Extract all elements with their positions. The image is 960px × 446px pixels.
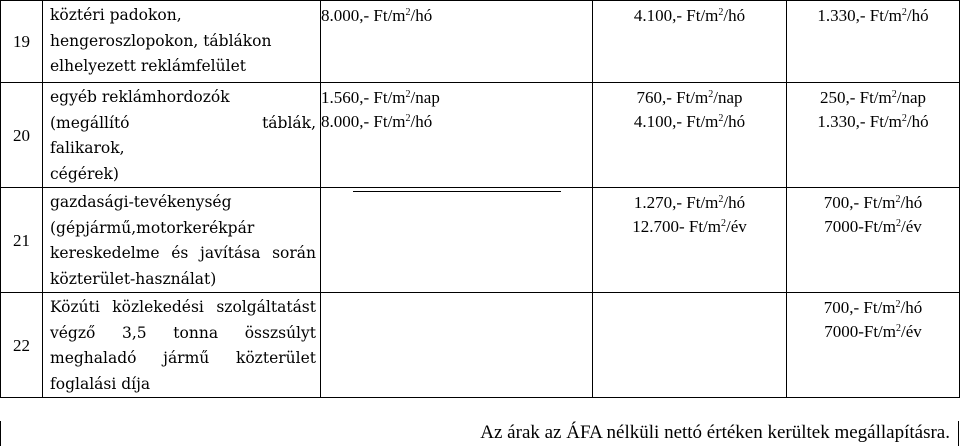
desc-line: elhelyezett reklámfelület — [50, 57, 246, 75]
row-description — [43, 293, 321, 398]
price-col-2 — [593, 293, 787, 398]
row-description — [43, 188, 321, 293]
desc-line: falikarok, — [50, 139, 125, 157]
price-col-3 — [787, 293, 960, 398]
desc-line: meghaladó jármű közterület — [50, 349, 316, 367]
price-col-1 — [321, 1, 593, 83]
price-line: 4.100,- $Ft/m^2/hó$ — [633, 6, 746, 25]
row-description — [43, 1, 321, 83]
desc-line: kereskedelme és javítása során — [50, 244, 316, 262]
price-line: 1.560,- $Ft/m^2$/nap — [321, 88, 440, 107]
price-line: $7000-Ft/m^2/év$ — [824, 322, 922, 341]
price-line: 8.000,- $Ft/m^2/hó$ — [321, 112, 433, 131]
table-row — [1, 1, 960, 83]
table-row — [1, 293, 960, 398]
table-row — [1, 188, 960, 293]
desc-line: köztéri padokon, — [50, 6, 182, 24]
price-line: 700,- $Ft/m^2/hó$ — [823, 193, 923, 212]
price-col-3 — [787, 1, 960, 83]
price-col-3 — [787, 188, 960, 293]
price-col-3 — [787, 83, 960, 188]
price-col-1 — [321, 83, 593, 188]
desc-line: gazdasági-tevékenység — [50, 193, 232, 211]
price-line: 12.700- $Ft/m^2/év$ — [632, 217, 747, 236]
price-line: 1.330,- $Ft/m^2/hó$ — [817, 112, 929, 131]
desc-line: cégérek) — [50, 164, 119, 183]
price-line: 4.100,- $Ft/m^2/hó$ — [633, 112, 746, 131]
row-number: 22 — [1, 293, 43, 398]
price-col-1 — [321, 293, 593, 398]
price-line: 8.000,- $Ft/m^2/hó$ — [321, 6, 433, 25]
price-line: 760,- $Ft/m^2$/nap — [636, 88, 743, 107]
row-number: 21 — [1, 188, 43, 293]
price-line: 1.270,- $Ft/m^2/hó$ — [633, 193, 746, 212]
desc-line: foglalási díja — [50, 374, 151, 393]
footer-note: Az árak az ÁFA nélküli nettó értéken kerültek megállapításra. — [480, 422, 950, 443]
price-line: 1.330,- $Ft/m^2/hó$ — [817, 6, 929, 25]
desc-line: Közúti közlekedési szolgáltatást — [50, 298, 316, 316]
price-line: $7000-Ft/m^2/év$ — [824, 217, 922, 236]
price-col-2 — [593, 188, 787, 293]
desc-line: hengeroszlopokon, táblákon — [50, 31, 272, 50]
price-col-1 — [321, 188, 593, 293]
row-number: 19 — [1, 1, 43, 83]
price-col-2 — [593, 1, 787, 83]
desc-line: (megállító táblák, — [50, 113, 316, 132]
row-number: 20 — [1, 83, 43, 188]
table-row — [1, 83, 960, 188]
desc-line: (gépjármű,motorkerékpár — [50, 218, 255, 237]
price-line: 250,- $Ft/m^2$/nap — [819, 88, 927, 107]
desc-line: közterület-használat) — [50, 269, 217, 288]
desc-line: egyéb reklámhordozók — [50, 88, 230, 106]
row-description — [43, 83, 321, 188]
desc-line: végző 3,5 tonna összsúlyt — [50, 323, 316, 342]
footer-note-box — [0, 421, 959, 446]
price-col-2 — [593, 83, 787, 188]
empty-value-line — [353, 191, 561, 192]
price-line: 700,- $Ft/m^2/hó$ — [823, 298, 923, 317]
